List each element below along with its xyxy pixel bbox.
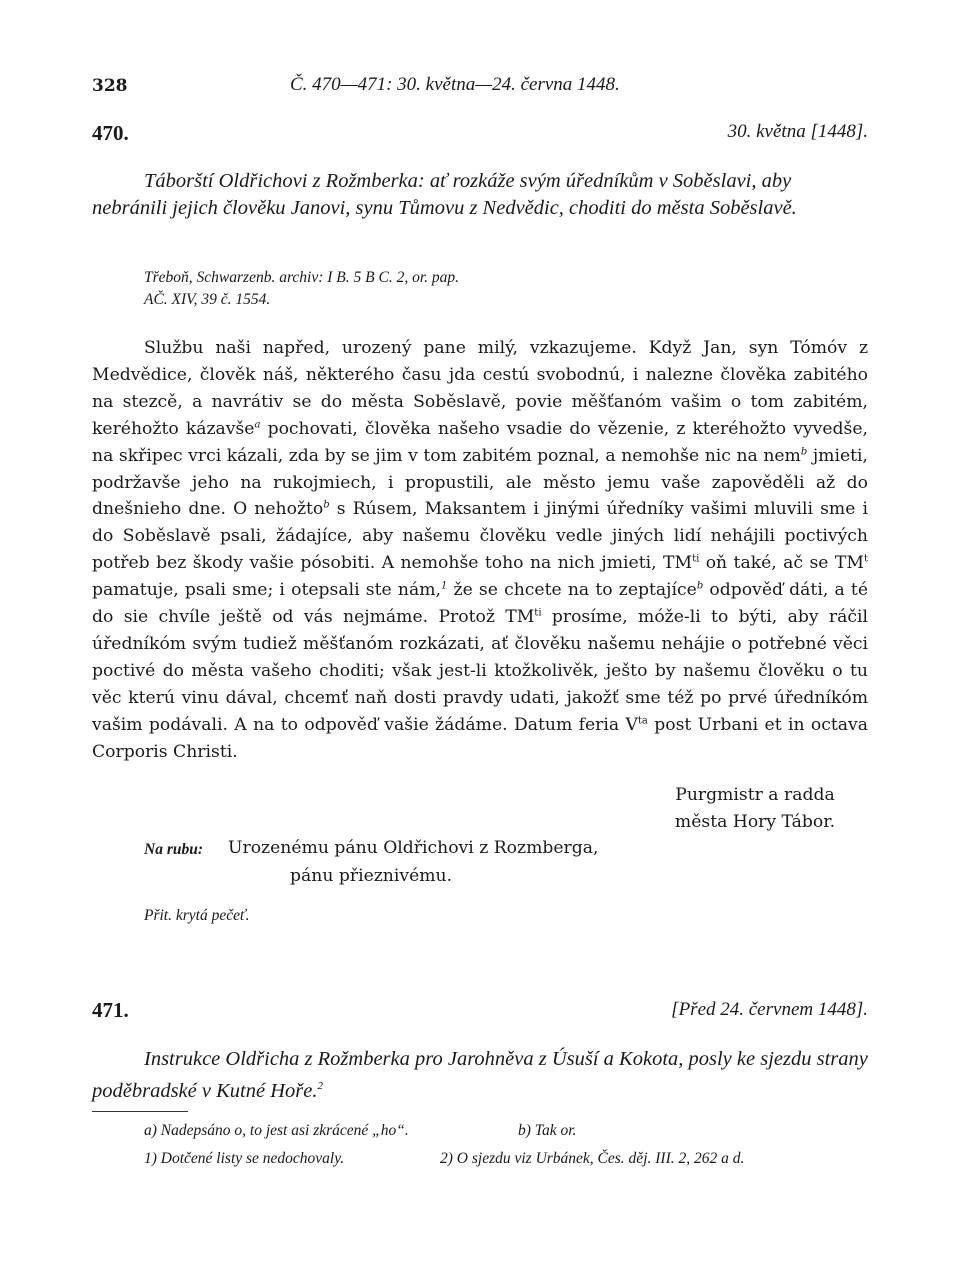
seal-note: Přit. krytá pečeť. xyxy=(144,907,250,924)
document-number-471: 471. xyxy=(92,998,129,1022)
abbreviation-superscript: ti xyxy=(692,553,700,565)
footnote-a: a) Nadepsáno o, to jest asi zkrácené „ho“. xyxy=(144,1122,409,1139)
regest-471 xyxy=(92,1046,868,1105)
regest-text: Instrukce Oldřicha z Rožmberka pro Jarohněva z Úsuší a Kokota, posly ke sjezdu strany poděbradské v Kutné Hoře. xyxy=(92,1048,868,1102)
body-text-part: pamatuje, psali sme; i otepsali ste nám, xyxy=(92,580,441,601)
abbreviation-superscript: t xyxy=(863,553,869,565)
address-line-2: pánu přieznivému. xyxy=(290,866,453,886)
source-citation-1: Třeboň, Schwarzenb. archiv: I B. 5 B C. 2, or. pap. xyxy=(144,269,460,286)
signature-line: Purgmistr a radda xyxy=(675,785,835,805)
body-text-part: Službu naši napřed, urozený pane milý, vzkazujeme. Když Jan, syn Tómóv z Medvědice, člověk náš, některého času jda cestú svobodnú, i nalezne člověka zabitého na stezcě, a navrátiv se do města Soběslavě, povie měšťanóm vašim o tom zabitém, keréhožto kázavše xyxy=(92,338,868,439)
footnote-marker-b: b xyxy=(323,499,330,511)
footnote-marker-b: b xyxy=(800,445,808,457)
body-text-part: oň také, ač se TM xyxy=(699,553,864,574)
footnote-2: 2) O sjezdu viz Urbánek, Čes. děj. III. 2, 262 a d. xyxy=(440,1150,745,1167)
footnote-marker-2: 2 xyxy=(317,1080,323,1092)
running-title: Č. 470—471: 30. května—24. června 1448. xyxy=(290,74,620,95)
letter-body-470 xyxy=(92,335,868,766)
body-text-part: post Urbani et in octava Corporis Christi. xyxy=(92,714,868,762)
signature-line: města Hory Tábor. xyxy=(674,812,836,832)
verso-label: Na rubu: xyxy=(144,841,204,858)
footnote-1: 1) Dotčené listy se nedochovaly. xyxy=(144,1150,345,1167)
body-text-part: pochovati, člověka našeho vsadie do vězenie, z kteréhožto vyvedše, na skřipec vrci kázali, zda by se jim v tom zabitém poznal, a nemohše nic na nem xyxy=(92,418,868,466)
address-line-1: Urozenému pánu Oldřichovi z Rozmberga, xyxy=(228,838,599,858)
footnote-b: b) Tak or. xyxy=(518,1122,577,1139)
body-text-part: odpověď dáti, a té do sie chvíle ještě od vás nejmáme. Protož TM xyxy=(92,580,868,628)
signature xyxy=(640,782,870,836)
body-text-part: s Rúsem, Maksantem i jinými úředníky vašimi mluvili sme i do Soběslavě psali, žádajíce, aby našemu člověku vedle jiných lidí nehájili poctivých potřeb bez škody vašie pósobiti. A nemohše toho na nich jmieti, TM xyxy=(92,499,868,574)
body-text-part: prosíme, móže-li to býti, aby ráčil úředníkóm svým tudiež měšťanóm rozkázati, ať člověku našemu nehájie o potřebné věci poctivé do města vašeho choditi; však jest-li ktožkolivěk, ješto by našemu člověku o tu věc kterú vinu dával, chcemť naň dosti pravdy udati, jakožť sme též po prvé úředníkóm vašim podávali. A na to odpověď vašie žádáme. Datum feria V xyxy=(92,607,868,735)
regest-470: Táborští Oldřichovi z Rožmberka: ať rozkáže svým úředníkům v Soběslavi, aby nebránili jejich člověku Janovi, synu Tůmovu z Nedvědic, choditi do města Soběslavě. xyxy=(92,170,797,219)
document-number-470: 470. xyxy=(92,121,129,145)
source-citation-2: AČ. XIV, 39 č. 1554. xyxy=(144,291,271,308)
body-text-part: jmieti, podržavše jeho na rukojmiech, i propustili, ale město jemu vaše zapověděli až do dnešnieho dne. O nehožto xyxy=(92,445,868,520)
footnote-separator xyxy=(92,1111,188,1112)
footnote-marker-a: a xyxy=(254,418,261,430)
abbreviation-superscript: ti xyxy=(534,607,542,619)
footnote-marker-b: b xyxy=(696,580,704,592)
document-date-470: 30. května [1448]. xyxy=(727,121,868,142)
document-date-471: [Před 24. červnem 1448]. xyxy=(671,999,868,1020)
abbreviation-superscript: ta xyxy=(637,714,648,726)
footnote-marker-1: 1 xyxy=(440,580,448,592)
body-text-part: že se chcete na to zeptajíce xyxy=(447,580,697,601)
page-number: 328 xyxy=(92,76,128,96)
